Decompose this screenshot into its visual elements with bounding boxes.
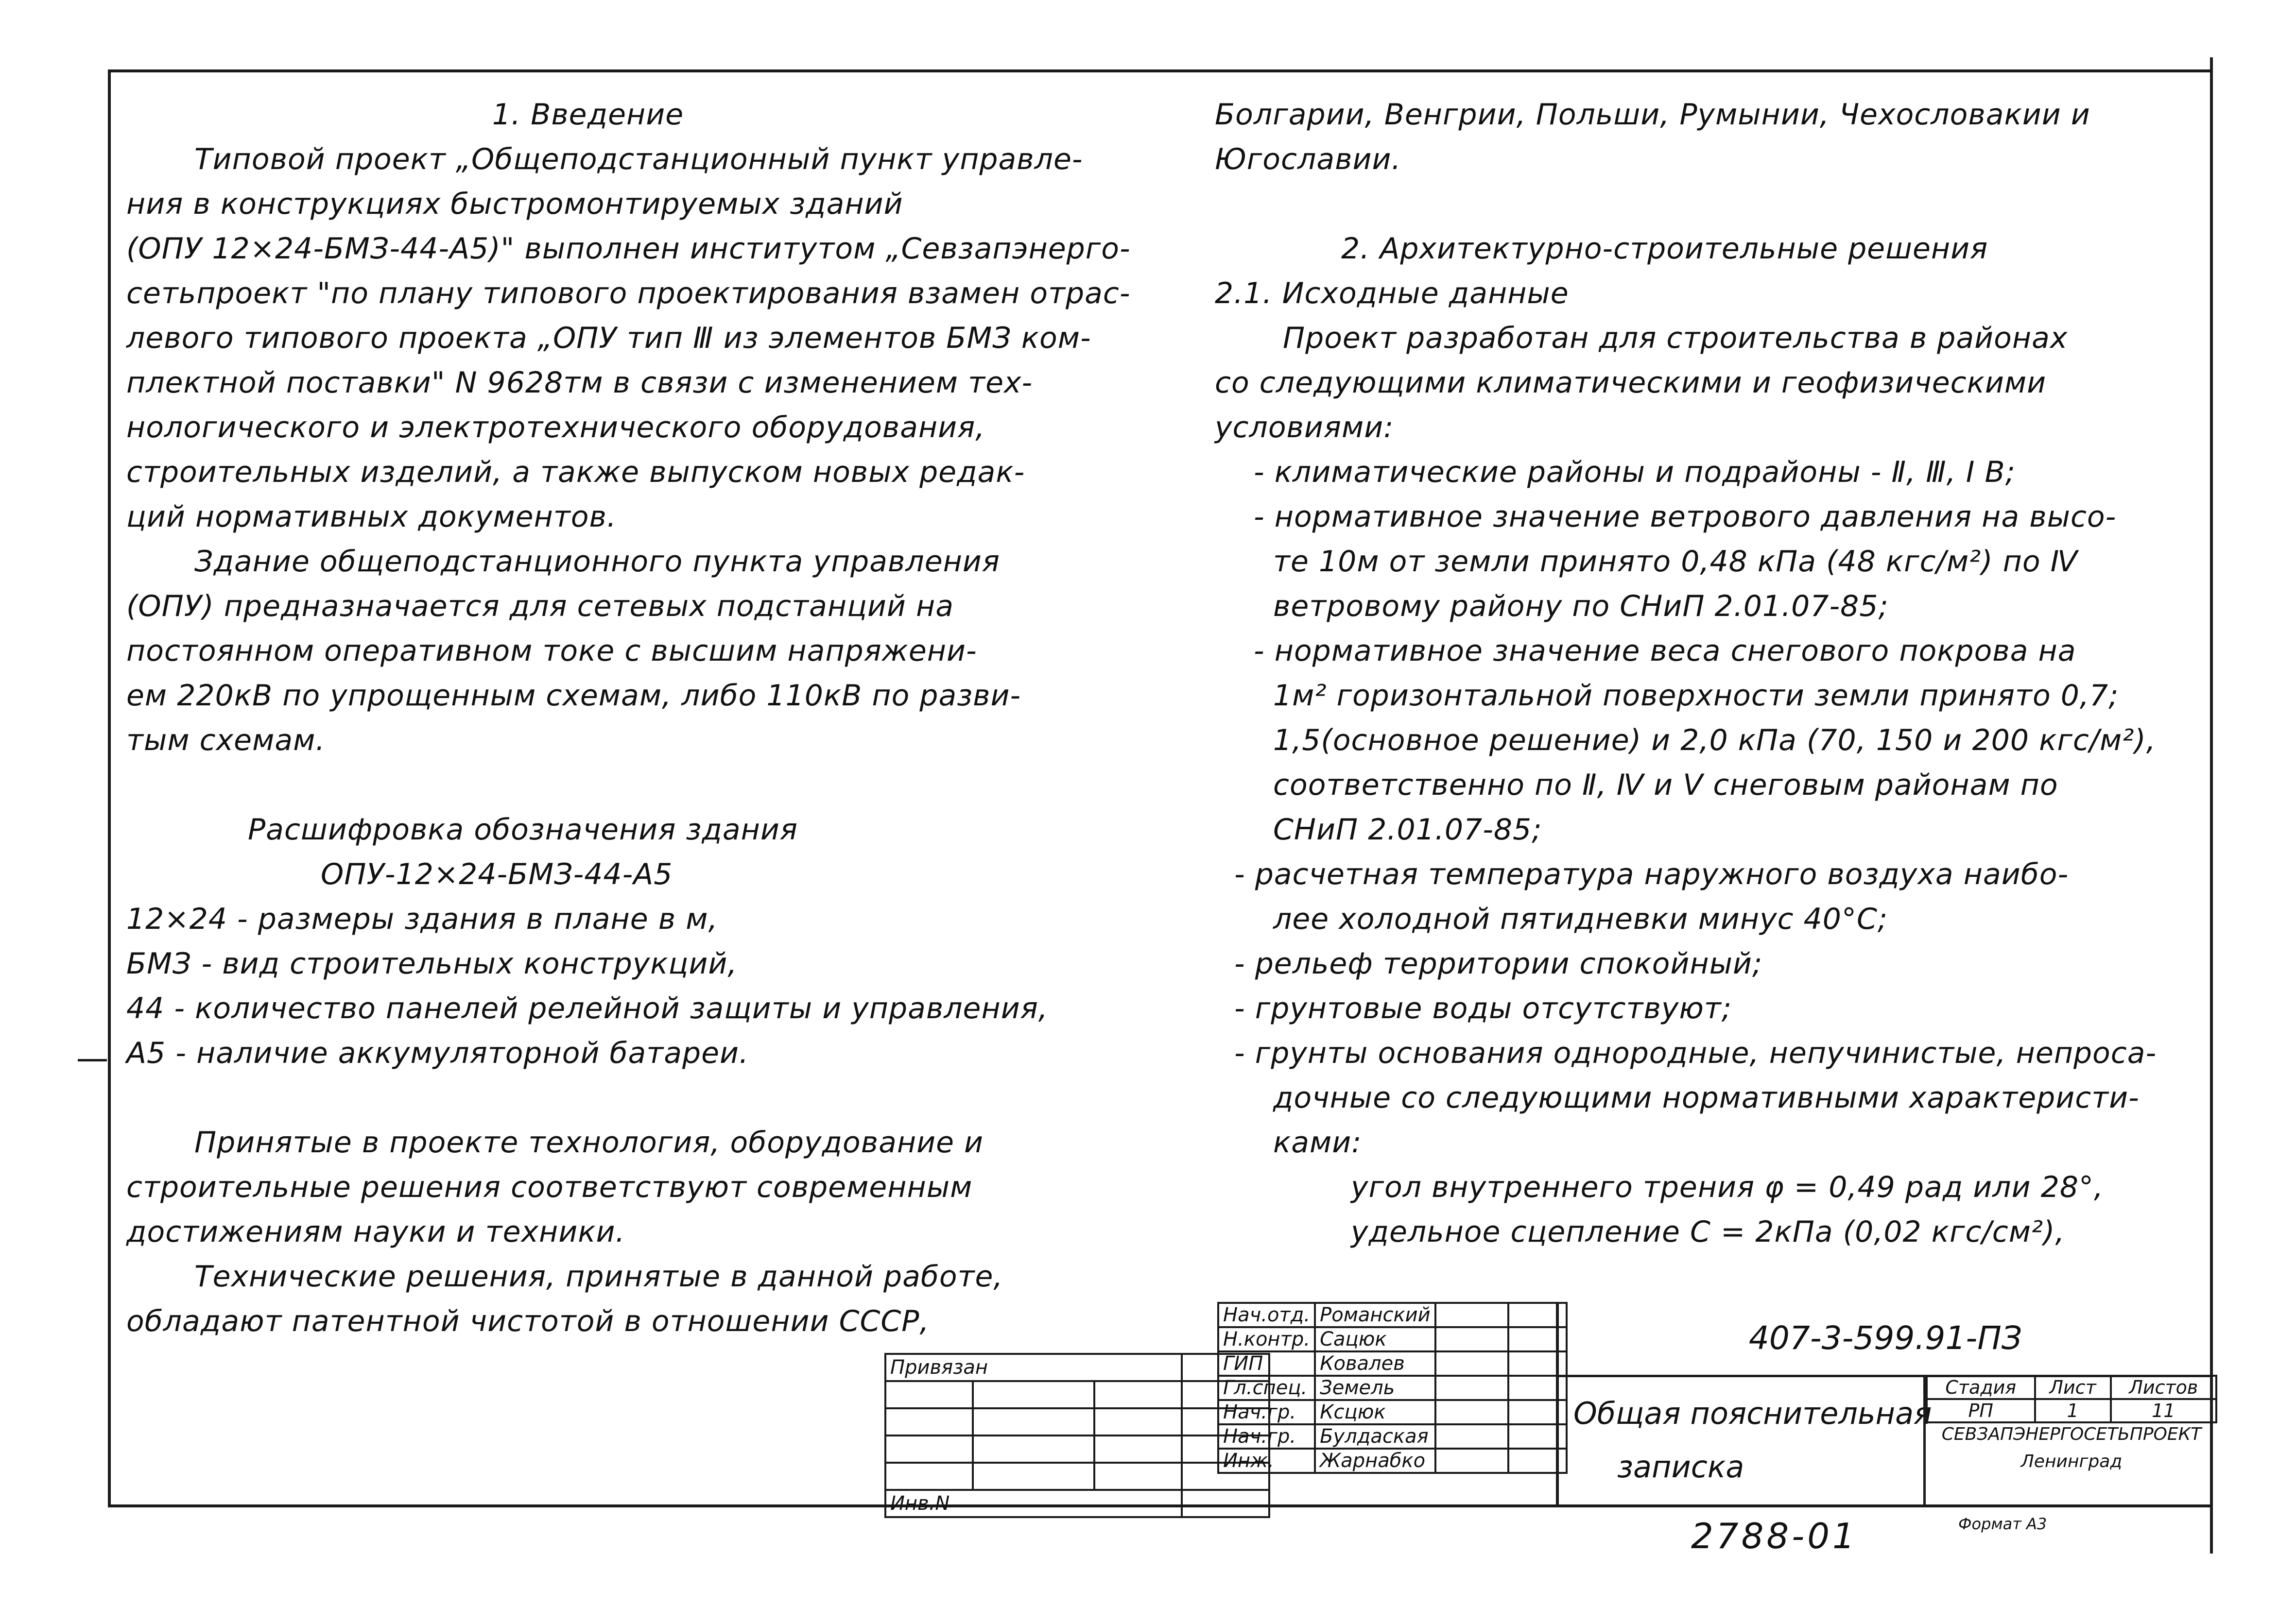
list-item: - нормативное значение веса снегового покрова на bbox=[1254, 634, 2076, 668]
staff-name: Земель bbox=[1315, 1376, 1435, 1400]
staff-name: Ковалев bbox=[1315, 1351, 1435, 1376]
staff-name: Сацюк bbox=[1315, 1327, 1435, 1351]
text-line: Здание общеподстанционного пункта управления bbox=[194, 545, 1000, 579]
text-line: ками: bbox=[1273, 1126, 1362, 1160]
text-line: обладают патентной чистотой в отношении СССР, bbox=[126, 1304, 930, 1338]
text-line: Югославии. bbox=[1215, 142, 1401, 176]
text-line: нологического и электротехнического оборудования, bbox=[126, 410, 985, 444]
inventory-label: Инв.N bbox=[885, 1490, 1182, 1517]
stage-sheet-block bbox=[1923, 1375, 2217, 1507]
text-line: ем 220кВ по упрощенным схемам, либо 110кВ по разви- bbox=[126, 679, 1021, 713]
text-line: Принятые в проекте технология, оборудование и bbox=[194, 1126, 984, 1160]
archive-number: 2788-01 bbox=[1691, 1516, 1858, 1556]
list-item: - рельеф территории спокойный; bbox=[1234, 947, 1763, 981]
staff-role: Инж. bbox=[1218, 1449, 1315, 1473]
text-line: Типовой проект „Общеподстанционный пункт управле- bbox=[194, 142, 1083, 176]
staff-role: Нач.гр. bbox=[1218, 1424, 1315, 1449]
sheet-format: Формат А3 bbox=[1958, 1515, 2047, 1533]
staff-role: Н.контр. bbox=[1218, 1327, 1315, 1351]
text-line: левого типового проекта „ОПУ тип Ⅲ из элементов БМЗ ком- bbox=[126, 321, 1091, 355]
decoding-line: 12×24 - размеры здания в плане в м, bbox=[126, 902, 718, 936]
text-line: постоянном оперативном токе с высшим напряжени- bbox=[126, 634, 977, 668]
text-line: сетьпроект "по плану типового проектирования взамен отрас- bbox=[126, 276, 1131, 310]
list-item: - нормативное значение ветрового давления на высо- bbox=[1254, 500, 2117, 534]
list-item: - расчетная температура наружного воздуха наибо- bbox=[1234, 857, 2069, 891]
staff-role: Нач.отд. bbox=[1218, 1303, 1315, 1327]
subsection-heading: 2.1. Исходные данные bbox=[1215, 276, 1569, 310]
decoding-code: ОПУ-12×24-БМЗ-44-А5 bbox=[321, 857, 673, 891]
binding-table bbox=[884, 1353, 1270, 1518]
sheet-value: 1 bbox=[2035, 1399, 2111, 1422]
list-item: - грунтовые воды отсутствуют; bbox=[1234, 991, 1732, 1025]
text-line: плектной поставки" N 9628тм в связи с изменением тех- bbox=[126, 366, 1033, 400]
stage-label: Стадия bbox=[1927, 1376, 2035, 1399]
text-line: соответственно по Ⅱ, Ⅳ и Ⅴ снеговым районам по bbox=[1273, 768, 2058, 802]
right-column bbox=[1215, 92, 2157, 1254]
left-margin-tick bbox=[78, 1059, 107, 1061]
text-line: ния в конструкциях быстромонтируемых зданий bbox=[126, 187, 903, 221]
staff-name: Ксцюк bbox=[1315, 1400, 1435, 1424]
text-line: условиями: bbox=[1215, 410, 1394, 444]
signature-table bbox=[1217, 1302, 1568, 1474]
text-line: (ОПУ 12×24-БМЗ-44-А5)" выполнен институтом „Севзапэнерго- bbox=[126, 232, 1131, 266]
list-item: - грунты основания однородные, непучинистые, непроса- bbox=[1234, 1036, 2157, 1070]
text-line: СНиП 2.01.07-85; bbox=[1273, 813, 1542, 847]
staff-role: Гл.спец. bbox=[1218, 1376, 1315, 1400]
text-line: лее холодной пятидневки минус 40°С; bbox=[1273, 902, 1888, 936]
text-line: строительных изделий, а также выпуском новых редак- bbox=[126, 455, 1025, 489]
text-line: ветровому району по СНиП 2.01.07-85; bbox=[1273, 589, 1889, 623]
text-line: угол внутреннего трения φ = 0,49 рад или 28°, bbox=[1351, 1170, 2104, 1204]
document-code: 407-3-599.91-ПЗ bbox=[1559, 1302, 2212, 1377]
title-stamp bbox=[1556, 1302, 2212, 1507]
text-line: тым схемам. bbox=[126, 723, 326, 757]
text-line: те 10м от земли принято 0,48 кПа (48 кгс/м²) по Ⅳ bbox=[1273, 545, 2078, 579]
staff-name: Романский bbox=[1315, 1303, 1435, 1327]
document-title-line-1: Общая пояснительная bbox=[1573, 1396, 1932, 1431]
document-title-line-2: записка bbox=[1617, 1449, 1744, 1485]
decoding-title: Расшифровка обозначения здания bbox=[248, 813, 798, 847]
text-line: ций нормативных документов. bbox=[126, 500, 617, 534]
text-line: Болгарии, Венгрии, Польши, Румынии, Чехословакии и bbox=[1215, 98, 2090, 132]
text-line: достижениям науки и техники. bbox=[126, 1215, 625, 1249]
staff-name: Булдаская bbox=[1315, 1424, 1435, 1449]
text-line: дочные со следующими нормативными характеристи- bbox=[1273, 1081, 2140, 1115]
text-line: Проект разработан для строительства в районах bbox=[1283, 321, 2068, 355]
organization bbox=[1926, 1421, 2217, 1475]
list-item: - климатические районы и подрайоны - Ⅱ, Ⅲ, Ⅰ В; bbox=[1254, 455, 2016, 489]
staff-name: Жарнабко bbox=[1315, 1449, 1435, 1473]
signature-cell bbox=[1435, 1303, 1508, 1327]
section-2-heading: 2. Архитектурно-строительные решения bbox=[1341, 232, 1988, 266]
document-title bbox=[1573, 1387, 1932, 1494]
text-line: 1м² горизонтальной поверхности земли принято 0,7; bbox=[1273, 679, 2119, 713]
text-line: Технические решения, принятые в данной работе, bbox=[194, 1260, 1003, 1294]
text-line: 1,5(основное решение) и 2,0 кПа (70, 150 и 200 кгс/м²), bbox=[1273, 723, 2156, 757]
left-column bbox=[126, 92, 1131, 1344]
text-line: со следующими климатическими и геофизическими bbox=[1215, 366, 2047, 400]
text-line: (ОПУ) предназначается для сетевых подстанций на bbox=[126, 589, 954, 623]
organization-city: Ленинград bbox=[2020, 1452, 2123, 1471]
stage-value: РП bbox=[1927, 1399, 2035, 1422]
staff-role: ГИП bbox=[1218, 1351, 1315, 1376]
text-line: удельное сцепление С = 2кПа (0,02 кгс/см²), bbox=[1351, 1215, 2065, 1249]
sheets-label: Листов bbox=[2111, 1376, 2216, 1399]
decoding-line: 44 - количество панелей релейной защиты и управления, bbox=[126, 991, 1048, 1025]
decoding-line: А5 - наличие аккумуляторной батареи. bbox=[126, 1036, 749, 1070]
organization-name: СЕВЗАПЭНЕРГОСЕТЬПРОЕКТ bbox=[1941, 1424, 2202, 1444]
text-line: строительные решения соответствуют современным bbox=[126, 1170, 973, 1204]
sheets-value: 11 bbox=[2111, 1399, 2216, 1422]
section-1-heading: 1. Введение bbox=[492, 98, 684, 132]
bound-label: Привязан bbox=[885, 1354, 1182, 1381]
decoding-line: БМЗ - вид строительных конструкций, bbox=[126, 947, 738, 981]
sheet-label: Лист bbox=[2035, 1376, 2111, 1399]
staff-role: Нач.гр. bbox=[1218, 1400, 1315, 1424]
